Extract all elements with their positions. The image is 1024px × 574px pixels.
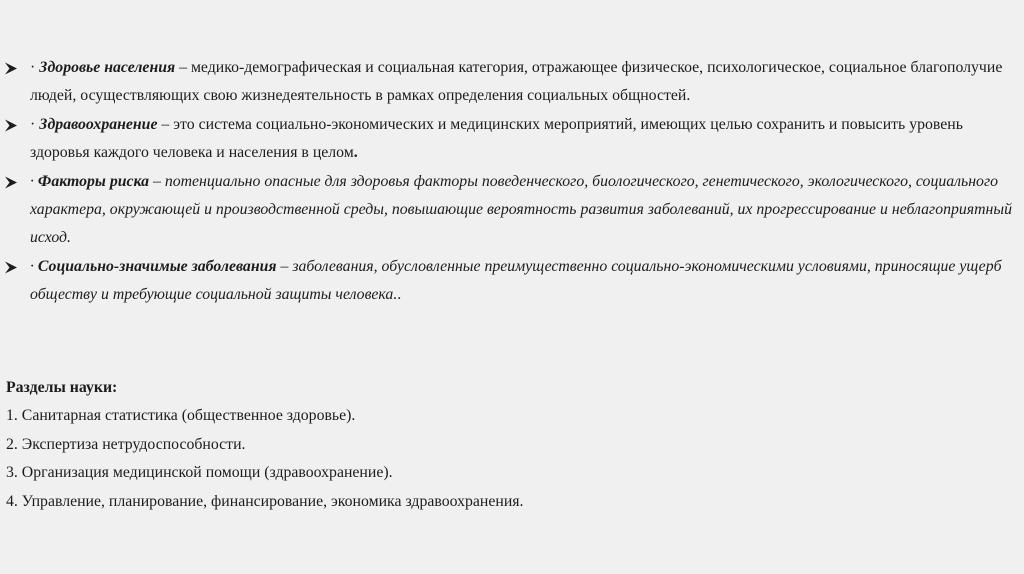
bullet-dot: · (30, 172, 38, 190)
definition-item-population-health (0, 54, 1024, 111)
definition-dash: – (157, 115, 174, 133)
section-item: 4. Управление, планирование, финансирование, экономика здравоохранения. (6, 492, 524, 510)
definition-text: заболевания, обусловленные преимущественно социально-экономическими условиями, приносящие ущерб обществу и требующие социальной защиты человека. (30, 257, 1002, 304)
arrowhead-bullet-icon (4, 168, 22, 196)
definition-dash: – (175, 59, 191, 76)
definition-dash: – (276, 257, 293, 275)
definition-term: Здравоохранение (39, 115, 158, 133)
bullet-dot: · (30, 59, 40, 76)
section-item: 3. Организация медицинской помощи (здравоохранение). (6, 464, 393, 482)
definition-term: Здоровье населения (39, 59, 176, 76)
definition-text: медико-демографическая и социальная категория, отражающее физическое, психологическое, социальное благополучие людей, осуществляющих свою жизнедеятельность в рамках определения социальных общностей. (30, 59, 1003, 105)
arrowhead-bullet-icon (4, 253, 22, 281)
definition-item-risk-factors (0, 168, 1024, 253)
section-item: 2. Экспертиза нетрудоспособности. (6, 435, 246, 453)
definition-term: Социально-значимые заболевания (37, 257, 277, 275)
definition-trailing-period: . (353, 144, 358, 162)
bullet-dot: · (30, 115, 40, 133)
definition-text: это система социально-экономических и медицинских мероприятий, имеющих целью сохранить и повысить уровень здоровья каждого человека и населения в целом (30, 115, 963, 162)
arrowhead-bullet-icon (4, 111, 22, 139)
definition-trailing-period: . (397, 286, 402, 304)
bullet-dot: · (30, 257, 38, 275)
definition-term: Факторы риска (37, 172, 150, 190)
arrowhead-bullet-icon (4, 54, 22, 82)
section-item: 1. Санитарная статистика (общественное здоровье). (6, 407, 356, 425)
definition-item-socially-significant-diseases (0, 253, 1024, 310)
sections-heading: Разделы науки: (6, 379, 118, 396)
definition-dash: – (149, 172, 165, 190)
science-sections (6, 374, 1006, 516)
definition-item-healthcare (0, 111, 1024, 168)
definition-text: потенциально опасные для здоровья факторы поведенческого, биологического, генетического, экологического, социального характера, окружающей и производственной среды, повышающие вероятность развития заболеваний, их прогрессирование и неблагоприятный исход. (30, 172, 1012, 247)
definitions-list (0, 54, 1024, 310)
sections-list (6, 402, 1006, 516)
